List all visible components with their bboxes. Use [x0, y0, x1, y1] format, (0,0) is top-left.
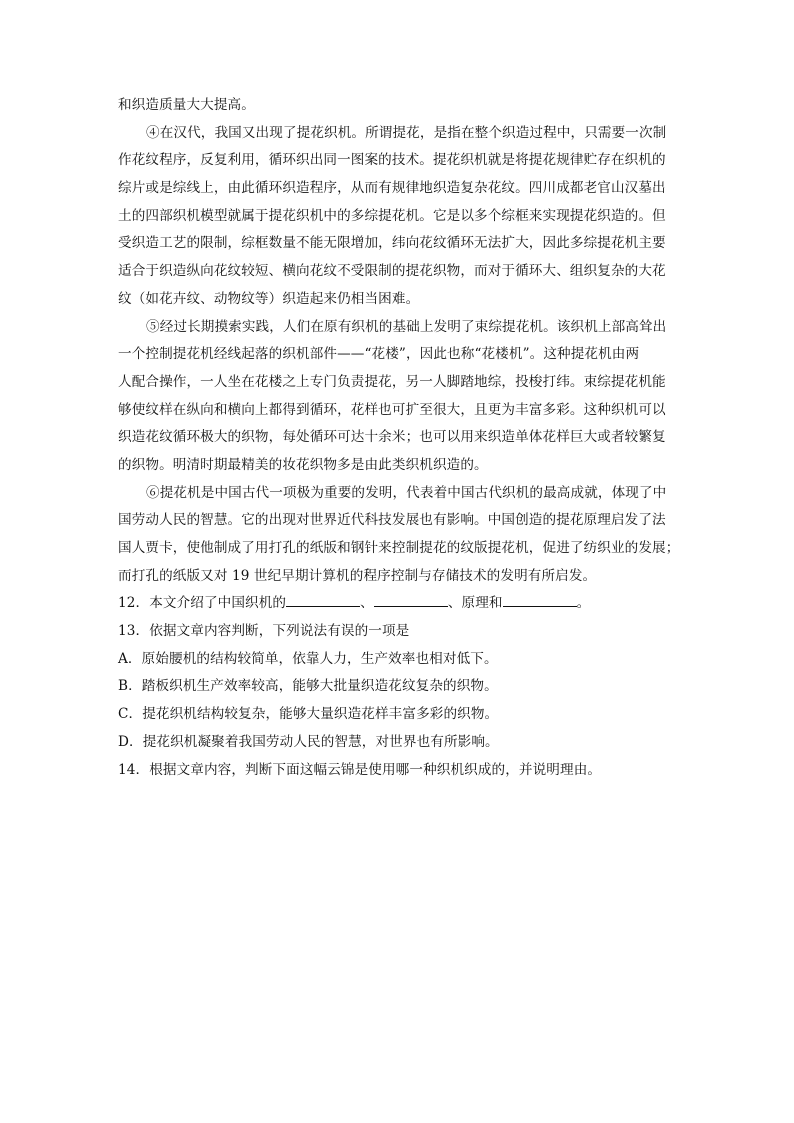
answer-blank-1[interactable]	[286, 592, 360, 607]
paragraph-line: 而打孔的纸版又对 19 世纪早期计算机的程序控制与存储技术的发明有所启发。	[118, 567, 597, 584]
question-13	[118, 618, 678, 756]
paragraph-line: ⑥提花机是中国古代一项极为重要的发明，代表着中国古代织机的最高成就，体现了中	[146, 484, 667, 501]
option-a[interactable]: A．原始腰机的结构较简单，依靠人力，生产效率也相对低下。	[118, 650, 498, 667]
paragraph-line: ⑤经过长期摸索实践，人们在原有织机的基础上发明了束综提花机。该织机上部高耸出	[146, 318, 667, 335]
paragraph-line: 国劳动人民的智慧。它的出现对世界近代科技发展也有影响。中国创造的提花原理启发了法	[118, 512, 666, 529]
question-12-separator: 、原理和	[447, 595, 503, 612]
paragraph-line: 够使纹样在纵向和横向上都得到循环，花样也可扩至很大，且更为丰富多彩。这种织机可以	[118, 401, 666, 418]
paragraph-line: 一个控制提花机经线起落的织机部件——“花楼”，因此也称“花楼机”。这种提花机由两	[118, 346, 640, 363]
option-c[interactable]: C．提花织机结构较复杂，能够大量织造花样丰富多彩的织物。	[118, 706, 499, 723]
paragraph-3-tail: 和织造质量大大提高。	[118, 97, 255, 113]
paragraph-line: 土的四部织机模型就属于提花织机中的多综提花机。它是以多个综框来实现提花织造的。但	[118, 207, 666, 224]
paragraph-line: 受织造工艺的限制，综框数量不能无限增加，纬向花纹循环无法扩大，因此多综提花机主要	[118, 235, 666, 252]
option-d[interactable]: D．提花织机凝聚着我国劳动人民的智慧，对世界也有所影响。	[118, 733, 499, 750]
paragraph-line: 综片或是综线上，由此循环织造程序，从而有规律地织造复杂花纹。四川成都老官山汉墓出	[118, 180, 666, 197]
paragraph-line: 作花纹程序，反复利用，循环织出同一图案的技术。提花织机就是将提花规律贮存在织机的	[118, 152, 666, 169]
question-12	[118, 590, 678, 618]
question-12-end: 。	[576, 595, 591, 612]
question-12-prefix: 12．本文介绍了中国织机的	[118, 595, 287, 612]
paragraph-line: 适合于织造纵向花纹较短、横向花纹不受限制的提花织物，而对于循环大、组织复杂的大花	[118, 263, 666, 280]
option-b[interactable]: B．踏板织机生产效率较高，能够大批量织造花纹复杂的织物。	[118, 678, 498, 695]
question-12-separator: 、	[360, 595, 374, 612]
paragraph-line: 人配合操作，一人坐在花楼之上专门负责提花，另一人脚踏地综，投梭打纬。束综提花机能	[118, 373, 666, 390]
answer-blank-3[interactable]	[503, 592, 577, 607]
answer-blank-2[interactable]	[374, 592, 448, 607]
paragraph-6	[118, 480, 678, 591]
paragraph-line: 织造花纹循环极大的织物，每处循环可达十余米；也可以用来织造单体花样巨大或者较繁复	[118, 429, 666, 446]
question-14-stem: 14．根据文章内容，判断下面这幅云锦是使用哪一种织机织成的，并说明理由。	[118, 761, 602, 778]
paragraph-4	[118, 120, 678, 314]
paragraph-line: ④在汉代，我国又出现了提花织机。所谓提花，是指在整个织造过程中，只需要一次制	[146, 124, 667, 141]
paragraph-line: 纹（如花卉纹、动物纹等）织造起来仍相当困难。	[118, 290, 420, 307]
paragraph-line: 的织物。明清时期最精美的妆花织物多是由此类织机织造的。	[118, 456, 488, 473]
document-page	[118, 92, 678, 784]
paragraph-line: 国人贾卡，使他制成了用打孔的纸版和钢针来控制提花的纹版提花机，促进了纺织业的发展；	[118, 540, 680, 556]
question-13-stem: 13．依据文章内容判断，下列说法有误的一项是	[118, 623, 410, 640]
paragraph-5	[118, 314, 678, 480]
